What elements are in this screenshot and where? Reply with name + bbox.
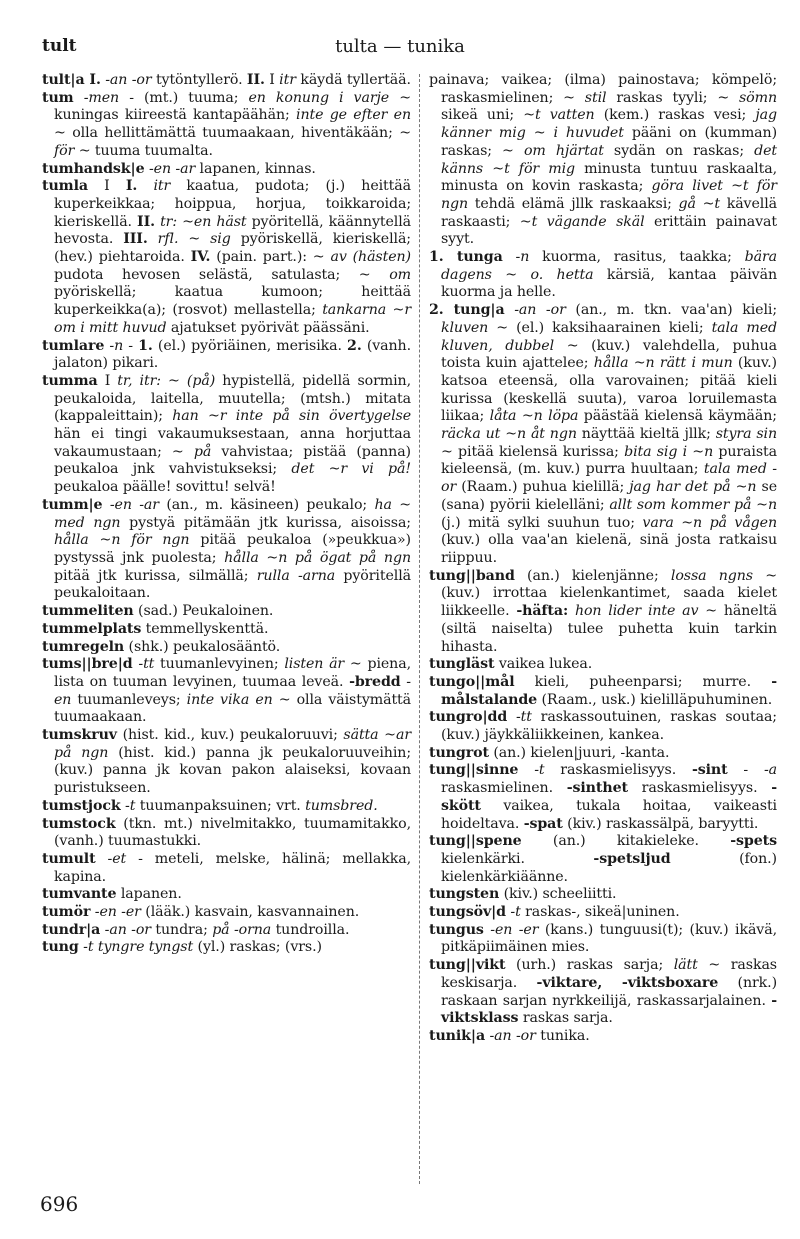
dictionary-entry: tum -men - (mt.) tuuma; en konung i varje ~ kuningas kiireestä kantapäähän; inte ge efter en ~ olla hellittämättä tuumaakaan, hiventäkään; ~ för ~ tuuma tuumalta.	[42, 89, 411, 159]
dictionary-entry: tung||sinne -t raskasmielisyys. -sint - -a raskasmielinen. -sinthet raskasmielisyys. -skött vaikea, tukala hoitaa, vaikeasti hoideltava. -spat (kiv.) raskassälpä, baryytti.	[429, 762, 777, 832]
dictionary-entry: tult|a I. -an -or tytöntyllerö. II. I itr käydä tyllertää.	[42, 72, 411, 88]
page-header	[0, 36, 800, 60]
dictionary-entry: tumlare -n - 1. (el.) pyöriäinen, merisika. 2. (vanh. jalaton) pikari.	[42, 337, 412, 372]
dictionary-entry: tungläst vaikea lukea.	[429, 656, 593, 673]
dictionary-entry: tumm|e -en -ar (an., m. käsineen) peukalo; ha ~ med ngn pystyä pitämään jtk kurissa, aisoissa; hålla ~n för ngn pitää peukaloa (»peukkua») pystyssä jnk puolesta; hålla ~n på ögat på ngn pitää jtk kurissa, silmällä; rulla -arna pyöritellä peukaloitaan.	[42, 496, 411, 602]
dictionary-entry: tumör -en -er (lääk.) kasvain, kasvannainen.	[42, 904, 360, 921]
dictionary-entry: tungro|dd -tt raskassoutuinen, raskas soutaa; (kuv.) jäykkäliikkeinen, kankea.	[429, 709, 777, 744]
dictionary-entry: tungsten (kiv.) scheeliitti.	[429, 886, 617, 903]
dictionary-entry: tumregeln (shk.) peukalosääntö.	[42, 638, 281, 655]
guide-word: tult	[42, 36, 77, 56]
dictionary-entry: tumvante lapanen.	[42, 886, 182, 903]
dictionary-entry: tungsöv|d -t raskas-, sikeä|uninen.	[429, 904, 680, 921]
dictionary-entry: tumma I tr, itr: ~ (på) hypistellä, pidellä sormin, peukaloida, laitella, muutella; (mtsh.) mitata (kappaleittain); han ~r inte på sin övertygelse hän ei tingi vakaumuksestaan, anna horjuttaa vakaumustaan; ~ på vahvistaa; pistää (panna) peukaloa jnk vahvistukseksi; det ~r vi på! peukaloa päälle! sovittu! selvä!	[42, 372, 411, 496]
dictionary-entry: tung||band (an.) kielenjänne; lossa ngns ~ (kuv.) irrottaa kielenkantimet, saada kielet liikkeelle. -häfta: hon lider inte av ~ häneltä (siltä naiselta) tulee puhetta kuin tarkin hihasta.	[429, 567, 777, 655]
dictionary-entry: tung||spene (an.) kitakieleke. -spets kielenkärki. -spetsljud (fon.) kielenkärkiäänne.	[429, 833, 777, 885]
dictionary-entry: tumskruv (hist. kid., kuv.) peukaloruuvi; sätta ~ar på ngn (hist. kid.) panna jk peukaloruuveihin; (kuv.) panna jk kovan pakon alaiseksi, kovaan puristukseen.	[42, 727, 412, 797]
dictionary-entry: tundr|a -an -or tundra; på -orna tundroilla.	[42, 921, 350, 938]
dictionary-entry: 1. tunga -n kuorma, rasitus, taakka; bära dagens ~ o. hetta kärsiä, kantaa päivän kuorma ja helle.	[429, 249, 777, 301]
dictionary-entry: tummeliten (sad.) Peukaloinen.	[42, 603, 274, 620]
dictionary-entry: tunik|a -an -or tunika.	[429, 1027, 590, 1044]
right-column	[429, 72, 777, 1046]
dictionary-entry: tungo||mål kieli, puheenparsi; murre. -målstalande (Raam., usk.) kielilläpuhuminen.	[429, 673, 777, 708]
dictionary-entry: tumstock (tkn. mt.) nivelmitakko, tuumamitakko, (vanh.) tuumastukki.	[42, 815, 411, 850]
dictionary-entry: tumla I I. itr kaatua, pudota; (j.) heittää kuperkeikkaa; hoippua, horjua, toikkaroida; kieriskellä. II. tr: ~en häst pyöritellä, käännytellä hevosta. III. rfl. ~ sig pyöriskellä, kieriskellä; (hev.) piehtaroida. IV. (pain. part.): ~ av (hästen) pudota hevosen selästä, satulasta; ~ om pyöriskellä; kaatua kumoon; heittää kuperkeikka(a); (rosvot) mellastella; tankarna ~r om i mitt huvud ajatukset pyörivät päässäni.	[42, 178, 411, 336]
dictionary-entry: painava; vaikea; (ilma) painostava; kömpelö; raskasmielinen; ~ stil raskas tyyli; ~ sömn sikeä uni; ~t vatten (kem.) raskas vesi; jag känner mig ~ i huvudet pääni on (kumman) raskas; ~ om hjärtat sydän on raskas; det känns ~t för mig minusta tuntuu raskaalta, minusta on kovin raskasta; göra livet ~t för ngn tehdä elämä jllk raskaaksi; gå ~t kävellä raskaasti; ~t vägande skäl erittäin painavat syyt.	[429, 72, 778, 248]
dictionary-entry: tungus -en -er (kans.) tunguusi(t); (kuv.) ikävä, pitkäpiimäinen mies.	[429, 921, 777, 956]
dictionary-entry: tumult -et - meteli, melske, hälinä; mellakka, kapina.	[42, 850, 411, 885]
dictionary-entry: tung||vikt (urh.) raskas sarja; lätt ~ raskas keskisarja. -viktare, -viktsboxare (nrk.) raskaan sarjan nyrkkeilijä, raskassarjalainen. -viktsklass raskas sarja.	[429, 957, 777, 1027]
page-number: 696	[40, 1192, 79, 1216]
column-divider	[419, 74, 420, 1184]
dictionary-entry: tungrot (an.) kielen|juuri, -kanta.	[429, 744, 670, 761]
dictionary-entry: tumhandsk|e -en -ar lapanen, kinnas.	[42, 160, 316, 177]
dictionary-entry: tummelplats temmellyskenttä.	[42, 620, 269, 637]
running-title: tulta — tunika	[335, 36, 465, 57]
left-column	[42, 72, 411, 957]
dictionary-entry: 2. tung|a -an -or (an., m. tkn. vaa'an) kieli; kluven ~ (el.) kaksihaarainen kieli; tala med kluven, dubbel ~ (kuv.) valehdella, puhua toista kuin ajattelee; hålla ~n rätt i mun (kuv.) katsoa eteensä, olla varovainen; pitää kieli kurissa (keskellä suuta), varoa loruilemasta liikaa; låta ~n löpa päästää kielensä käymään; räcka ut ~n åt ngn näyttää kieltä jllk; styra sin ~ pitää kielensä kurissa; bita sig i ~n puraista kieleensä, (m. kuv.) purra huultaan; tala med -or (Raam.) puhua kielillä; jag har det på ~n se (sana) pyörii kielelläni; allt som kommer på ~n (j.) mitä sylki suuhun tuo; vara ~n på vågen (kuv.) olla vaa'an kielenä, sinä josta ratkaisu riippuu.	[429, 302, 778, 566]
dictionary-entry: tung -t tyngre tyngst (yl.) raskas; (vrs.)	[42, 939, 322, 956]
dictionary-entry: tumstjock -t tuumanpaksuinen; vrt. tumsbred.	[42, 797, 378, 814]
dictionary-entry: tums||bre|d -tt tuumanlevyinen; listen är ~ piena, lista on tuuman levyinen, tuumaa leveä. -bredd -en tuumanleveys; inte vika en ~ olla väistymättä tuumaakaan.	[42, 656, 412, 726]
